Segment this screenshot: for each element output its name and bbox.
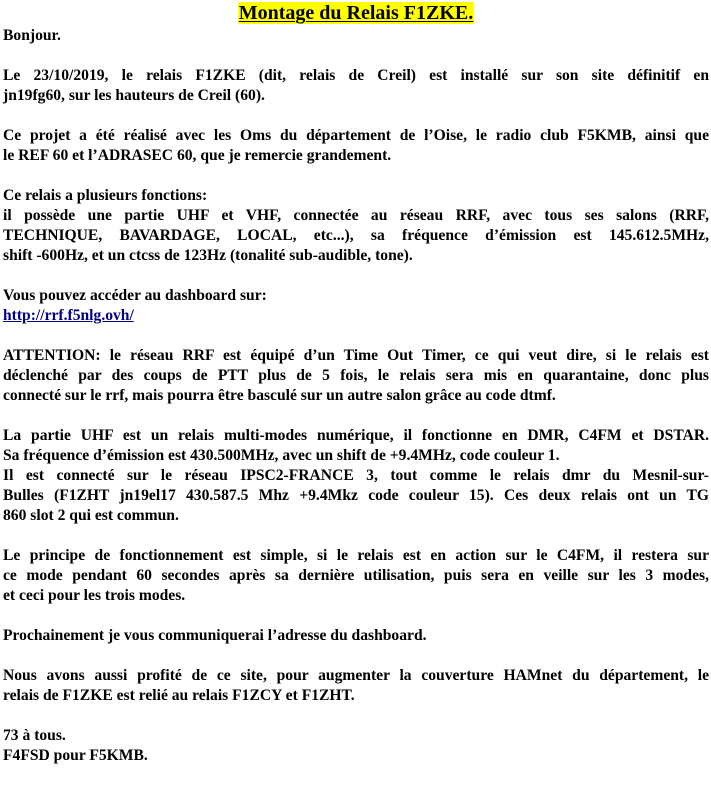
text-line: Nous avons aussi profité de ce site, pour augmenter la couverture HAMnet du département, le	[3, 667, 709, 684]
text-line: jn19fg60, sur les hauteurs de Creil (60).	[3, 87, 265, 104]
paragraph-thanks	[3, 126, 709, 166]
text-line: Bulles (F1ZHT jn19el17 430.587.5 Mhz +9.4Mkz code couleur 15). Ces deux relais ont un TG	[3, 487, 709, 504]
text-line: relais de F1ZKE est relié au relais F1ZCY et F1ZHT.	[3, 687, 355, 704]
text-line: Ce relais a plusieurs fonctions:	[3, 187, 208, 204]
paragraph-hamnet	[3, 666, 709, 706]
paragraph-uhf	[3, 426, 709, 526]
text-line: La partie UHF est un relais multi-modes numérique, il fonctionne en DMR, C4FM et DSTAR.	[3, 427, 709, 444]
document-title	[3, 0, 709, 26]
paragraph-warning	[3, 346, 709, 406]
paragraph-announcement	[3, 626, 709, 646]
text-line: Ce projet a été réalisé avec les Oms du département de l’Oise, le radio club F5KMB, ainsi que	[3, 127, 709, 144]
text-line: ATTENTION: le réseau RRF est équipé d’un Time Out Timer, ce qui veut dire, si le relais est	[3, 347, 709, 364]
text-line: et ceci pour les trois modes.	[3, 587, 186, 604]
text-line: le REF 60 et l’ADRASEC 60, que je remercie grandement.	[3, 147, 392, 164]
text-line: Sa fréquence d’émission est 430.500MHz, avec un shift de +9.4MHz, code couleur 1.	[3, 447, 560, 464]
signature	[3, 726, 709, 766]
dashboard-link[interactable]: http://rrf.f5nlg.ovh/	[3, 307, 134, 324]
text-line: Le principe de fonctionnement est simple, si le relais est en action sur le C4FM, il restera sur	[3, 547, 709, 564]
text-line: shift -600Hz, et un ctcss de 123Hz (tonalité sub-audible, tone).	[3, 247, 413, 264]
greeting: Bonjour.	[3, 27, 61, 44]
text-line: TECHNIQUE, BAVARDAGE, LOCAL, etc...), sa fréquence d’émission est 145.612.5MHz,	[3, 227, 709, 244]
text-line: 860 slot 2 qui est commun.	[3, 507, 179, 524]
text-line: déclenché par des coups de PTT plus de 5 fois, le relais sera mis en quarantaine, donc plus	[3, 367, 709, 384]
text-line: ce mode pendant 60 secondes après sa dernière utilisation, puis sera en veille sur les 3 modes,	[3, 567, 709, 584]
title-text: Montage du Relais F1ZKE.	[238, 2, 474, 24]
text-line: Il est connecté sur le réseau IPSC2-FRANCE 3, tout comme le relais dmr du Mesnil-sur-	[3, 467, 709, 484]
text-line: il possède une partie UHF et VHF, connectée au réseau RRF, avec tous ses salons (RRF,	[3, 207, 709, 224]
paragraph-dashboard	[3, 286, 709, 326]
paragraph-principle	[3, 546, 709, 606]
text-line: Le 23/10/2019, le relais F1ZKE (dit, relais de Creil) est installé sur son site définitif en	[3, 67, 709, 84]
signature-line: F4FSD pour F5KMB.	[3, 747, 148, 764]
text-line: Prochainement je vous communiquerai l’adresse du dashboard.	[3, 627, 427, 644]
text-line: connecté sur le rrf, mais pourra être basculé sur un autre salon grâce au code dtmf.	[3, 387, 556, 404]
paragraph-functions	[3, 186, 709, 266]
paragraph-installation	[3, 66, 709, 106]
signature-line: 73 à tous.	[3, 727, 66, 744]
text-line: Vous pouvez accéder au dashboard sur:	[3, 287, 267, 304]
